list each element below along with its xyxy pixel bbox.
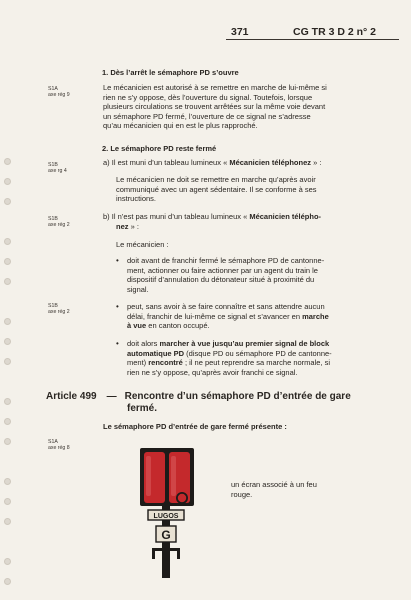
section-2-title: 2. Le sémaphore PD reste fermé [102,144,217,153]
document-reference: CG TR 3 D 2 n° 2 [293,26,376,38]
bullet-dot: • [116,256,119,265]
bullet-3-text: doit alors marcher à vue jusqu’au premier signal de block automatique PD (disque PD ou sémaphore PD de cantonne- ment) rencontré ; il ne peut reprendre sa marche normale, si rien ne s’y oppose, qu’après avoir franchi ce signal. [127,339,332,377]
margin-note: S1B axe rg 4 [48,162,67,175]
section-2a-intro: a) Il est muni d’un tableau lumineux « Mécanicien téléphonez » : [103,158,322,167]
illustration-caption: un écran associé à un feu rouge. [231,480,317,499]
bullet-1-text: doit avant de franchir fermé le sémaphore PD de cantonne- ment, actionner ou faire actionner par un agent du train le dispositif d’annulation du détonateur situé à proximité du signal. [127,256,325,294]
red-light [178,494,186,502]
article-heading-cont: fermé. [127,403,158,414]
plate-label: LUGOS [153,513,179,520]
header-rule [226,39,399,40]
plate-letter: G [161,528,171,542]
section-1-title: 1. Dès l’arrêt le sémaphore PD s’ouvre [102,68,239,77]
bullet-2-text: peut, sans avoir à se faire connaître et sans attendre aucun délai, franchir de lui-même ce signal et s’avancer en marche à vue en canton occupé. [127,302,329,331]
semaphore-pd-illustration [136,446,212,580]
margin-note: S1B axe rég 2 [48,216,70,229]
article-heading: Article 499 — Rencontre d’un sémaphore PD d’entrée de gare [46,391,351,402]
section-2b-intro: b) Il n’est pas muni d’un tableau lumineux « Mécanicien télépho- nez » : [103,212,322,231]
bullet-dot: • [116,339,119,348]
margin-note: S1A axe rég 9 [48,86,70,99]
article-subtitle: Le sémaphore PD d’entrée de gare fermé présente : [103,422,287,431]
section-1-body: Le mécanicien est autorisé à se remettre en marche de lui-même si rien ne s’y oppose, dès l’ouverture du signal. Toutefois, lorsque plusieurs circulations se trouvent arrêtées sur la même voie devant un sémaphore PD fermé, l’ouverture de ce signal ne s’adresse qu’au mécanicien qui en est le plus rapproché. [103,83,327,131]
page-number: 371 [231,26,249,38]
bullet-dot: • [116,302,119,311]
margin-note: S1B axe rég 2 [48,303,70,316]
section-2b-lead: Le mécanicien : [116,240,169,249]
section-2a-body: Le mécanicien ne doit se remettre en marche qu’après avoir communiqué avec un agent sédentaire. Il se conforme à ses instructions. [116,175,317,204]
margin-note: S1A axe rég 8 [48,439,70,452]
